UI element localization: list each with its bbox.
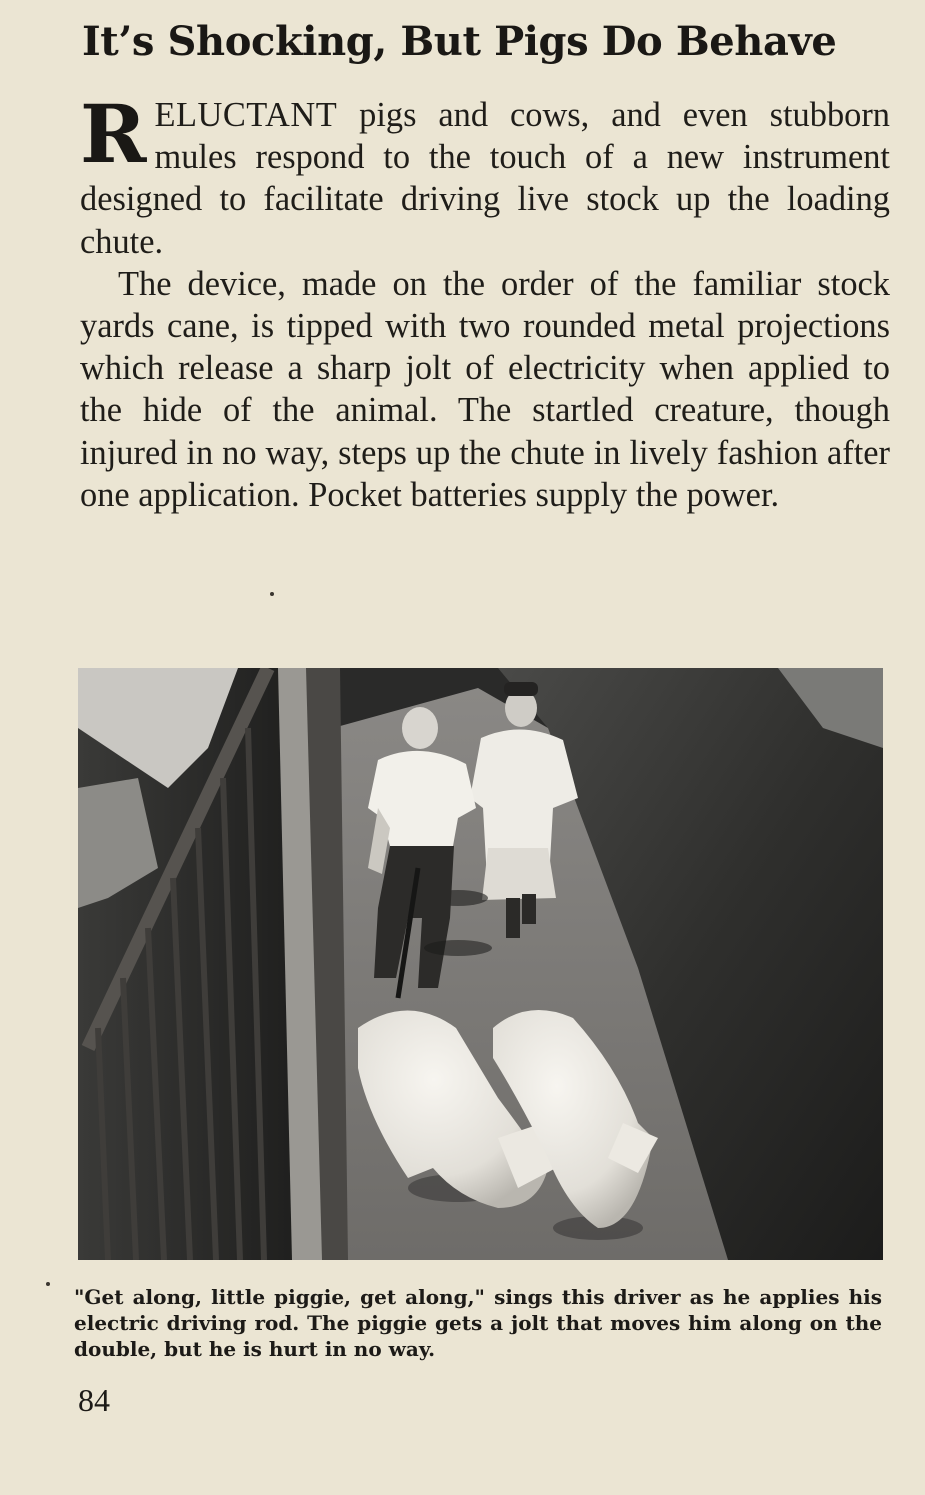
paragraph-2: The device, made on the order of the familiar stock yards cane, is tipped with two rounded metal projections which release a sharp jolt of electricity when applied to the hide of the animal. The startled creature, though injured in no way, steps up the chute in lively fashion after one application. Pocket batteries supply the power. bbox=[80, 264, 890, 514]
photo-caption: "Get along, little piggie, get along," sings this driver as he applies his electric driving rod. The piggie gets a jolt that moves him along on the double, but he is hurt in no way. bbox=[74, 1285, 882, 1361]
article-body bbox=[80, 87, 890, 516]
drop-cap: R bbox=[80, 87, 147, 181]
article-photo bbox=[78, 668, 883, 1260]
photo-illustration bbox=[78, 668, 883, 1260]
paragraph-1-text: pigs and cows, and even stubborn mules respond to the touch of a new instrument designed to facilitate driving live stock up the loading chute. bbox=[80, 96, 890, 261]
lead-word: ELUCTANT bbox=[154, 96, 338, 134]
paragraph-1 bbox=[80, 87, 890, 263]
article-title: It’s Shocking, But Pigs Do Behave bbox=[82, 18, 837, 65]
print-speck bbox=[46, 1282, 50, 1286]
page-number: 84 bbox=[78, 1382, 110, 1418]
print-speck bbox=[270, 592, 274, 596]
